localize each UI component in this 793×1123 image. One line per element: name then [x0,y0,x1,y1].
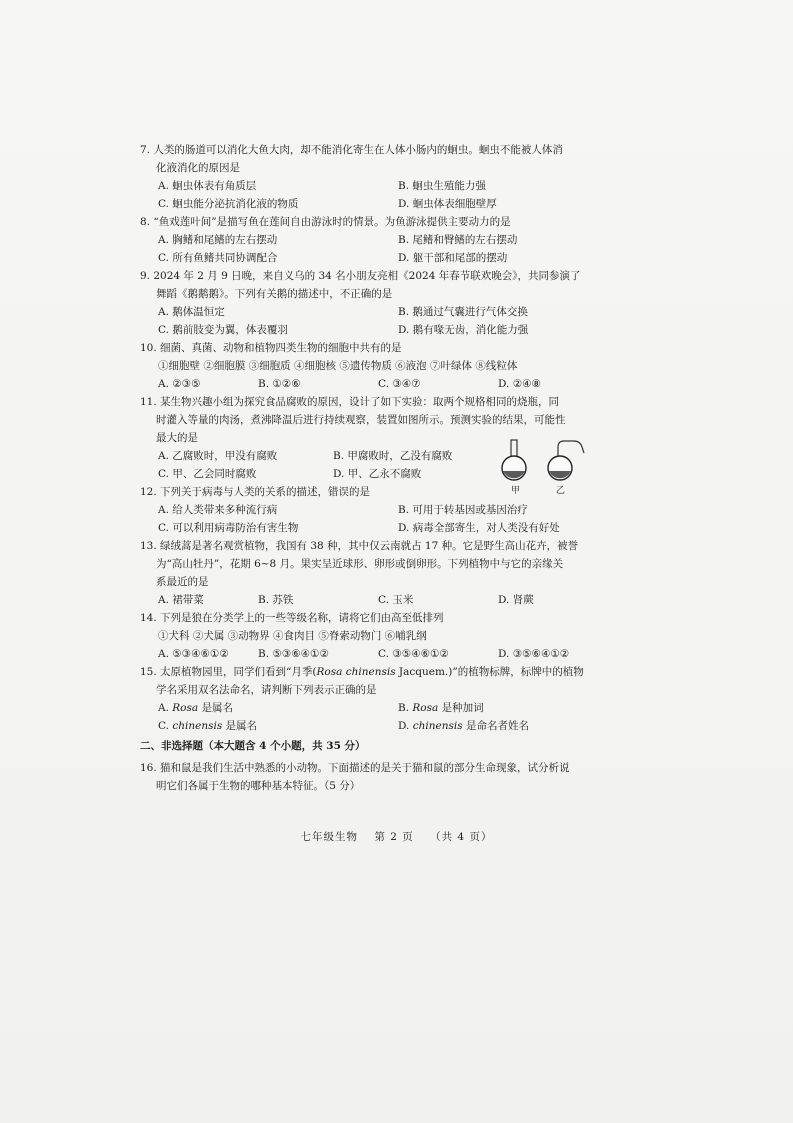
q14-option-a: A. ⑤③④⑥①② [158,648,229,660]
q12-option-c: C. 可以利用病毒防治有害生物 [158,522,299,534]
q7-option-c: C. 蛔虫能分泌抗消化液的物质 [158,198,299,210]
q9-options [140,303,618,339]
q8-option-d: D. 躯干部和尾部的摆动 [398,252,508,264]
q15-stem-latin: Rosa chinensis [316,666,396,678]
q10-option-d: D. ②④⑧ [498,378,541,390]
q12-options [140,501,618,537]
q9-option-d: D. 鹅有喙无齿，消化能力强 [398,324,529,336]
q12-option-b: B. 可用于转基因或基因治疗 [398,504,528,516]
q7-option-b: B. 蛔虫生殖能力强 [398,180,486,192]
question-9 [140,267,618,339]
q15-d-post: 是命名者姓名 [462,720,529,732]
q15-stem-1c: Jacquem.)”的植物标牌，标牌中的植物 [395,666,584,678]
q7-stem-line1: 7. 人类的肠道可以消化大鱼大肉，却不能消化寄生在人体小肠内的蛔虫。蛔虫不能被人体消 [140,144,563,156]
section-2-heading: 二、非选择题（本大题含 4 个小题，共 35 分） [140,740,366,752]
q15-a-post: 是属名 [198,702,233,714]
footer-page-number: 第 2 页 [374,831,414,843]
q15-stem-1a: 15. 太原植物园里，同学们看到“月季( [140,666,317,678]
q13-option-d: D. 肾蕨 [498,594,534,606]
q11-stem-line3: 最大的是 [156,432,198,444]
q14-options [140,645,618,663]
q8-stem-line1: 8. “鱼戏莲叶间”是描写鱼在莲间自由游泳时的情景。为鱼游泳提供主要动力的是 [140,216,511,228]
q15-c-post: 是属名 [222,720,258,732]
question-13 [140,537,618,609]
q15-c-latin: chinensis [172,720,223,732]
q9-stem-line1: 9. 2024 年 2 月 9 日晚，来自义乌的 34 名小朋友亮相《2024 年春节联欢晚会》，共同参演了 [140,270,581,282]
q13-stem-line3: 系最近的是 [156,576,209,588]
flask-yi-label: 乙 [556,486,566,496]
q16-stem-line1: 16. 猫和鼠是我们生活中熟悉的小动物。下面描述的是关于猫和鼠的部分生命现象，试分析说 [140,762,570,774]
q8-options [140,231,618,267]
q11-option-c: C. 甲、乙会同时腐败 [158,468,257,480]
q15-option-b [398,699,636,717]
q10-option-b: B. ①②⑥ [258,378,301,390]
q13-option-a: A. 裙带菜 [158,594,204,606]
q14-items: ①犬科 ②犬属 ③动物界 ④食肉目 ⑤脊索动物门 ⑥哺乳纲 [158,630,427,642]
question-10 [140,339,618,393]
q16-stem-line2: 明它们各属于生物的哪种基本特征。（5 分） [156,780,361,792]
flask-yi-icon [548,441,584,480]
q15-c-pre: C. [158,720,173,732]
question-15 [140,663,618,735]
q8-option-a: A. 胸鳍和尾鳍的左右摆动 [158,234,278,246]
q7-option-d: D. 蛔虫体表细胞壁厚 [398,198,497,210]
q13-stem-line1: 13. 绿绒蒿是著名观赏植物，我国有 38 种，其中仅云南就占 17 种。它是野生高山花卉，被誉 [140,540,579,552]
footer-subject: 七年级生物 [300,831,359,843]
flask-jia-icon [502,440,526,480]
question-8 [140,213,618,267]
q15-d-latin: chinensis [412,720,463,732]
q15-a-latin: Rosa [172,702,199,714]
q11-stem-line1: 11. 某生物兴趣小组为探究食品腐败的原因，设计了如下实验：取两个规格相同的烧瓶，同 [140,396,560,408]
q11-stem-line2: 时灌入等量的肉汤，煮沸降温后进行持续观察，装置如图所示。预测实验的结果，可能性 [156,414,566,426]
q15-option-c [158,717,398,735]
q15-option-d [398,717,636,735]
q15-stem-line2: 学名采用双名法命名，请判断下列表示正确的是 [156,684,377,696]
q11-option-a: A. 乙腐败时，甲没有腐败 [158,450,278,462]
q11-option-d: D. 甲、乙永不腐败 [333,468,422,480]
q15-stem-line1 [140,663,618,681]
q13-stem-line2: 为“高山牡丹”，花期 6~8 月。果实呈近球形、卵形或倒卵形。下列植物中与它的亲缘关 [156,558,564,570]
q15-b-pre: B. [398,702,413,714]
q13-option-c: C. 玉米 [378,594,414,606]
q15-b-latin: Rosa [412,702,439,714]
q7-stem-line2: 化液消化的原因是 [156,162,240,174]
q10-options [140,375,618,393]
q14-option-c: C. ③⑤④⑥①② [378,648,449,660]
q15-b-post: 是种加词 [438,702,484,714]
exam-content [140,141,618,795]
q10-stem-line1: 10. 细菌、真菌、动物和植物四类生物的细胞中共有的是 [140,342,402,354]
q15-d-pre: D. [398,720,413,732]
q7-options [140,177,618,213]
q14-option-d: D. ③⑤⑥④①② [498,648,570,660]
q13-options [140,591,618,609]
q12-option-d: D. 病毒全部寄生，对人类没有好处 [398,522,560,534]
q7-option-a: A. 蛔虫体表有角质层 [158,180,257,192]
page-footer [0,829,793,844]
q12-option-a: A. 给人类带来多种流行病 [158,504,278,516]
question-16 [140,759,618,795]
q9-option-b: B. 鹅通过气囊进行气体交换 [398,306,528,318]
q9-option-a: A. 鹅体温恒定 [158,306,225,318]
q10-option-a: A. ②③⑤ [158,378,201,390]
q10-option-c: C. ③④⑦ [378,378,421,390]
question-7 [140,141,618,213]
footer-total-pages: （共 4 页） [430,831,493,843]
q15-option-a [158,699,398,717]
q8-option-c: C. 所有鱼鳍共同协调配合 [158,252,278,264]
flask-apparatus-figure [498,437,598,497]
question-14 [140,609,618,663]
q14-stem-line1: 14. 下列是狼在分类学上的一些等级名称，请将它们由高至低排列 [140,612,444,624]
q14-option-b: B. ⑤③⑥④①② [258,648,329,660]
q9-option-c: C. 鹅前肢变为翼，体表覆羽 [158,324,288,336]
q12-stem-line1: 12. 下列关于病毒与人类的关系的描述，错误的是 [140,486,371,498]
q15-a-pre: A. [158,702,173,714]
q10-items: ①细胞壁 ②细胞膜 ③细胞质 ④细胞核 ⑤遗传物质 ⑥液泡 ⑦叶绿体 ⑧线粒体 [158,360,518,372]
q15-options [140,699,618,735]
q13-option-b: B. 苏铁 [258,594,294,606]
q9-stem-line2: 舞蹈《鹅鹅鹅》。下列有关鹅的描述中，不正确的是 [156,288,393,300]
q8-option-b: B. 尾鳍和臀鳍的左右摆动 [398,234,518,246]
flask-jia-label: 甲 [511,486,521,496]
q11-option-b: B. 甲腐败时，乙没有腐败 [333,450,453,462]
